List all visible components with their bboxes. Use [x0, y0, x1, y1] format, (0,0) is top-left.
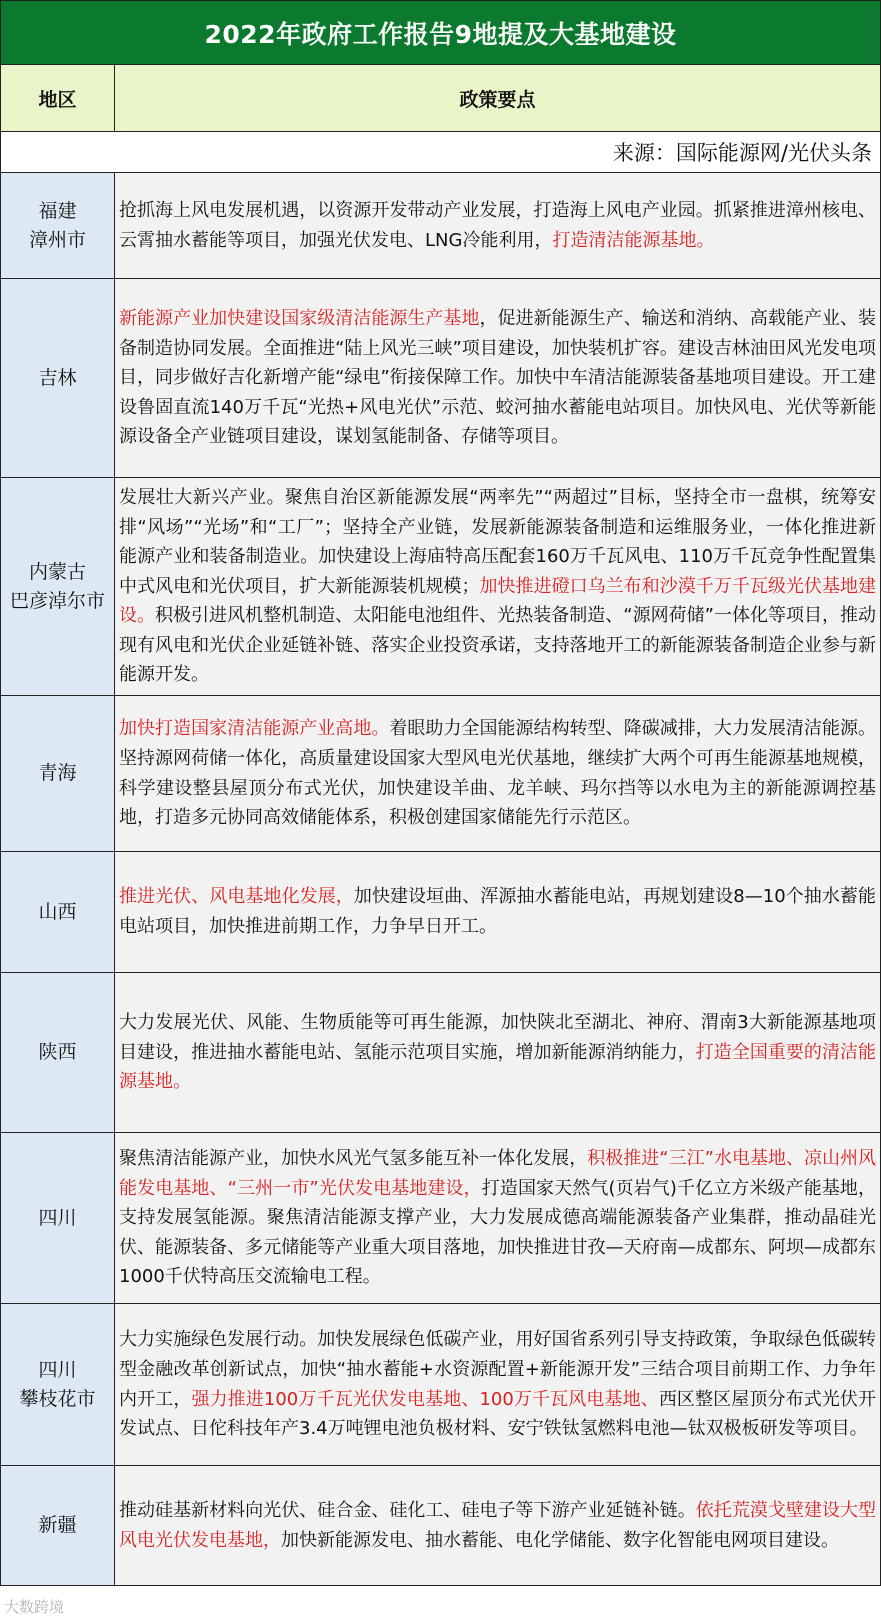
region-cell [1, 478, 115, 695]
policy-highlight: 加快打造国家清洁能源产业高地。 [119, 718, 390, 740]
region-name: 攀枝花市 [19, 1387, 96, 1410]
policy-text: 大力实施绿色发展行动。加快发展绿色低碳产业，用好国省系列引导支持政策，争取绿色低碳转型金融改革创新试点，加快“抽水蓄能+水资源配置+新能源开发”三结合项目前期工作、力争年内开工， [119, 1329, 876, 1410]
region-name: 新疆 [38, 1514, 77, 1536]
table-row [1, 478, 880, 696]
policy-text: 积极引进风机整机制造、太阳能电池组件、光热装备制造、“源网荷储”一体化等项目，推动现有风电和光伏企业延链补链、落实企业投资承诺，支持落地开工的新能源装备制造企业参与新能源开发。 [119, 605, 877, 686]
region-cell [1, 1133, 115, 1303]
region-cell [1, 1304, 115, 1465]
policy-text: 加快新能源发电、抽水蓄能、电化学储能、数字化智能电网项目建设。 [281, 1529, 839, 1551]
policy-highlight: 打造清洁能源基地。 [552, 229, 715, 251]
header-region: 地区 [1, 65, 115, 131]
region-name: 青海 [38, 762, 77, 784]
source-text: 来源：国际能源网/光伏头条 [612, 141, 872, 165]
policy-cell [115, 279, 880, 477]
policy-text: 推动硅基新材料向光伏、硅合金、硅化工、硅电子等下游产业延链补链。 [119, 1499, 696, 1521]
region-name: 内蒙古 [28, 560, 86, 583]
region-cell [1, 852, 115, 972]
region-name: 山西 [38, 900, 77, 923]
table-row [1, 1304, 880, 1466]
header-policy: 政策要点 [459, 88, 536, 111]
table-row [1, 173, 880, 279]
table-title: 2022年政府工作报告9地提及大基地建设 [1, 0, 880, 65]
table-row [1, 973, 880, 1133]
policy-highlight: 强力推进100万千瓦光伏发电基地、100万千瓦风电基地、 [191, 1388, 659, 1410]
watermark: 大数跨境 [4, 1598, 65, 1616]
table-row [1, 852, 880, 973]
region-name: 巴彦淖尔市 [9, 589, 105, 612]
table-row [1, 279, 880, 478]
policy-text: 大力发展光伏、风能、生物质能等可再生能源，加快陕北至湖北、神府、渭南3大新能源基地项目建设，推进抽水蓄能电站、氢能示范项目实施，增加新能源消纳能力， [119, 1012, 876, 1063]
policy-text: ，促进新能源生产、输送和消纳、高载能产业、装备制造协同发展。全面推进“陆上风光三峡”项目建设，加快装机扩容。建设吉林油田风光发电项目，同步做好吉化新增产能“绿电”衔接保障工作。加快中车清洁能源装备基地项目建设。开工建设鲁固直流140万千瓦“光热+风电光伏”示范、蛟河抽水蓄能电站项目。加快风电、光伏等新能源设备全产业链项目建设，谋划氢能制备、存储等项目。 [119, 308, 877, 448]
policy-text: 发展壮大新兴产业。聚焦自治区新能源发展“两率先”“两超过”目标，坚持全市一盘棋，统筹安排“风场”“光场”和“工厂”；坚持全产业链，发展新能源装备制造和运维服务业，一体化推进新能源产业和装备制造业。加快建设上海庙特高压配套160万千瓦风电、110万千瓦竞争性配置集中式风电和光伏项目，扩大新能源装机规模； [119, 486, 876, 597]
region-cell [1, 696, 115, 851]
region-name: 吉林 [38, 366, 77, 389]
policy-text: 抢抓海上风电发展机遇，以资源开发带动产业发展，打造海上风电产业园。抓紧推进漳州核电、云霄抽水蓄能等项目，加强光伏发电、LNG冷能利用， [119, 199, 876, 251]
policy-highlight: 打造全国重要的清洁能源基地。 [119, 1041, 876, 1093]
region-name: 陕西 [38, 1041, 77, 1063]
table-body [1, 173, 880, 1586]
region-cell [1, 973, 115, 1132]
policy-highlight: 积极推进“三江”水电基地、凉山州风能发电基地、“三州一市”光伏发电基地建设， [119, 1148, 876, 1199]
policy-cell [115, 852, 880, 972]
source-row [1, 132, 880, 173]
policy-text: 聚焦清洁能源产业，加快水风光气氢多能互补一体化发展， [119, 1148, 588, 1170]
policy-cell [115, 1466, 880, 1585]
header-row [1, 65, 880, 132]
region-name: 福建 [38, 199, 77, 222]
policy-cell [115, 1133, 880, 1303]
policy-cell [115, 696, 880, 851]
policy-cell [115, 1304, 880, 1465]
policy-highlight: 新能源产业加快建设国家级清洁能源生产基地 [119, 308, 480, 330]
policy-text: 西区整区屋顶分布式光伏开发试点、日佗科技年产3.4万吨锂电池负极材料、安宁铁钛氢燃料电池—钛双极板研发等项目。 [119, 1388, 877, 1440]
region-name: 四川 [38, 1358, 77, 1381]
table-row [1, 1133, 880, 1304]
region-cell [1, 279, 115, 477]
policy-cell [115, 973, 880, 1132]
region-name: 四川 [38, 1206, 77, 1229]
table-row [1, 696, 880, 852]
region-name: 漳州市 [28, 228, 86, 251]
policy-text: 加快建设垣曲、浑源抽水蓄能电站，再规划建设8—10个抽水蓄能电站项目，加快推进前期工作，力争早日开工。 [119, 886, 877, 937]
policy-highlight: 推进光伏、风电基地化发展， [119, 886, 354, 908]
region-cell [1, 1466, 115, 1585]
table-row [1, 1466, 880, 1586]
policy-cell [115, 478, 880, 695]
policy-cell [115, 173, 880, 278]
policy-text: 着眼助力全国能源结构转型、降碳减排，大力发展清洁能源。坚持源网荷储一体化，高质量建设国家大型风电光伏基地，继续扩大两个可再生能源基地规模，科学建设整县屋顶分布式光伏，加快建设羊曲、龙羊峡、玛尔挡等以水电为主的新能源调控基地，打造多元协同高效储能体系，积极创建国家储能先行示范区。 [119, 718, 877, 829]
policy-highlight: 依托荒漠戈壁建设大型风电光伏发电基地， [119, 1499, 876, 1551]
region-cell [1, 173, 115, 278]
policy-highlight: 加快推进磴口乌兰布和沙漠千万千瓦级光伏基地建设。 [119, 575, 877, 627]
policy-text: 打造国家天然气(页岩气)千亿立方米级产能基地，支持发展氢能源。聚焦清洁能源支撑产业，大力发展成德高端能源装备产业集群，推动晶硅光伏、能源装备、多元储能等产业重大项目落地，加快推进甘孜—天府南—成都东、阿坝—成都东1000千伏特高压交流输电工程。 [119, 1177, 876, 1288]
